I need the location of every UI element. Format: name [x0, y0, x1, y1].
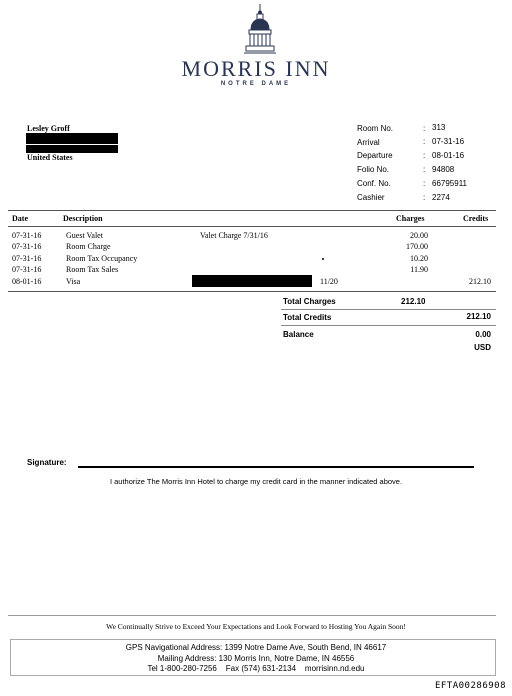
table-top-rule — [8, 210, 496, 211]
footer-mailing: Mailing Address: 130 Morris Inn, Notre Dame, IN 46556 — [157, 654, 355, 663]
cell-description: Room Tax Occupancy — [66, 254, 138, 263]
authorization-text: I authorize The Morris Inn Hotel to charge my credit card in the manner indicated above. — [109, 477, 403, 486]
guest-country: United States — [27, 153, 73, 162]
total-credits-value: 212.10 — [466, 312, 491, 321]
totals-rule-2 — [281, 325, 496, 326]
hotel-subtitle: NOTRE DAME — [220, 81, 292, 87]
info-label-conf: Conf. No. — [357, 179, 391, 188]
info-label-arrival: Arrival — [357, 138, 380, 147]
info-colon: : — [423, 179, 426, 188]
redaction-address — [26, 133, 118, 144]
cell-description: Room Tax Sales — [66, 265, 119, 274]
col-header-description: Description — [63, 214, 103, 223]
dome-icon — [242, 4, 278, 54]
balance-label: Balance — [283, 330, 314, 339]
info-value-room: 313 — [432, 123, 446, 132]
total-charges-value: 212.10 — [401, 297, 426, 306]
info-colon: : — [423, 151, 426, 160]
total-charges-label: Total Charges — [283, 297, 336, 306]
footer-tagline: We Continually Strive to Exceed Your Expectations and Look Forward to Hosting You Again Soon! — [106, 622, 406, 631]
footer-top-rule — [8, 615, 496, 616]
stray-mark — [322, 258, 324, 260]
cell-charges: 10.20 — [410, 254, 428, 263]
col-header-charges: Charges — [396, 214, 425, 223]
totals-rule-1 — [281, 309, 496, 310]
footer-contact: Tel 1-800-280-7256 Fax (574) 631-2134 morrisinn.nd.edu — [147, 664, 365, 673]
info-colon: : — [423, 165, 426, 174]
cell-memo: 11/20 — [320, 277, 338, 286]
info-label-departure: Departure — [357, 151, 393, 160]
cell-charges: 20.00 — [410, 231, 428, 240]
balance-currency: USD — [474, 343, 491, 352]
info-colon: : — [423, 193, 426, 202]
info-colon: : — [423, 124, 426, 133]
cell-charges: 11.90 — [410, 265, 428, 274]
redaction-card-number — [192, 275, 312, 287]
info-value-conf: 66795911 — [432, 179, 467, 188]
cell-credits: 212.10 — [469, 277, 491, 286]
cell-date: 08-01-16 — [12, 277, 42, 286]
col-header-date: Date — [12, 214, 28, 223]
signature-line — [78, 466, 474, 468]
cell-date: 07-31-16 — [12, 231, 42, 240]
cell-description: Room Charge — [66, 242, 111, 251]
info-value-arrival: 07-31-16 — [432, 137, 465, 146]
cell-memo: Valet Charge 7/31/16 — [200, 231, 268, 240]
guest-name: Lesley Groff — [27, 124, 70, 133]
cell-charges: 170.00 — [406, 242, 428, 251]
info-label-room: Room No. — [357, 124, 394, 133]
balance-value: 0.00 — [475, 330, 491, 339]
info-label-cashier: Cashier — [357, 193, 385, 202]
cell-date: 07-31-16 — [12, 242, 42, 251]
hotel-name: MORRIS INN — [181, 56, 331, 81]
info-label-folio: Folio No. — [357, 165, 390, 174]
info-value-departure: 08-01-16 — [432, 151, 465, 160]
cell-date: 07-31-16 — [12, 265, 42, 274]
cell-description: Visa — [66, 277, 81, 286]
cell-date: 07-31-16 — [12, 254, 42, 263]
total-credits-label: Total Credits — [283, 313, 332, 322]
info-value-cashier: 2274 — [432, 193, 450, 202]
signature-label: Signature: — [27, 458, 67, 467]
info-value-folio: 94808 — [432, 165, 455, 174]
info-colon: : — [423, 137, 426, 146]
redaction-address-2 — [26, 145, 118, 153]
table-bottom-rule — [8, 291, 496, 292]
col-header-credits: Credits — [463, 214, 489, 223]
cell-description: Guest Valet — [66, 231, 103, 240]
document-id: EFTA00286908 — [434, 681, 506, 691]
footer-gps: GPS Navigational Address: 1399 Notre Dame Ave, South Bend, IN 46617 — [125, 643, 387, 652]
table-header-rule — [8, 226, 496, 227]
